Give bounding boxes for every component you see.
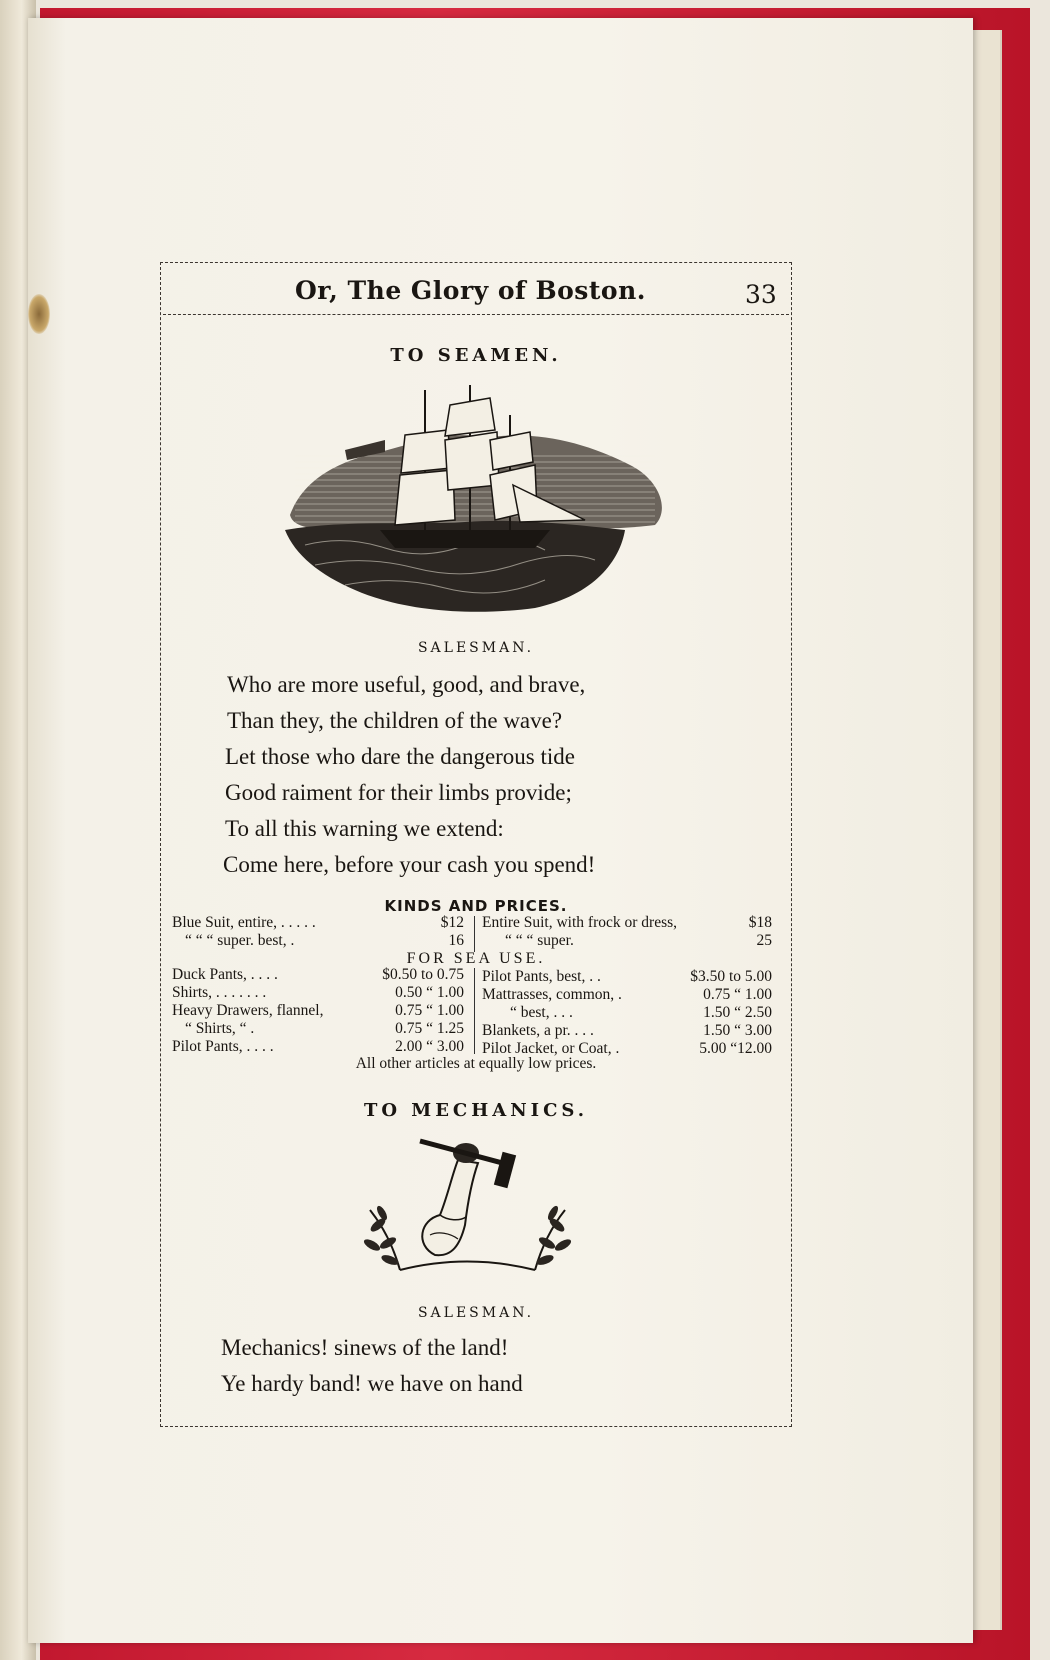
header-rule [163, 314, 789, 315]
sea-item: Shirts, . . . . . . . [172, 984, 267, 1001]
prices-title: KINDS AND PRICES. [384, 897, 568, 915]
suit-item: “ “ “ super. [505, 932, 574, 949]
suit-price: $18 [748, 914, 772, 931]
verse-line: Ye hardy band! we have on hand [221, 1371, 523, 1396]
sea-price: 5.00 “12.00 [699, 1040, 772, 1057]
suit-price: 16 [448, 932, 464, 949]
verse-line: To all this warning we extend: [225, 816, 504, 841]
sea-price: 2.00 “ 3.00 [395, 1038, 464, 1055]
page-number: 33 [745, 280, 777, 309]
sea-item: Pilot Pants, best, . . [482, 968, 601, 985]
sea-price: $0.50 to 0.75 [382, 966, 464, 983]
verse-line: Come here, before your cash you spend! [223, 852, 596, 877]
sea-price: 1.50 “ 3.00 [703, 1022, 772, 1039]
sea-item: Mattrasses, common, . [482, 986, 622, 1003]
prices-footnote: All other articles at equally low prices. [355, 1055, 597, 1072]
sea-price: 0.75 “ 1.00 [395, 1002, 464, 1019]
seamen-heading: TO SEAMEN. [390, 345, 562, 366]
sea-price: 1.50 “ 2.50 [703, 1004, 772, 1021]
verse-line: Good raiment for their limbs provide; [225, 780, 572, 805]
speaker-label: SALESMAN. [417, 1305, 535, 1321]
sea-price: 0.50 “ 1.00 [395, 984, 464, 1001]
suit-item: “ “ “ super. best, . [185, 932, 295, 949]
speaker-label: SALESMAN. [417, 640, 535, 656]
ship-engraving-icon [285, 380, 670, 620]
suit-price: $12 [440, 914, 464, 931]
sea-use-label: FOR SEA USE. [406, 950, 546, 967]
mechanics-heading: TO MECHANICS. [363, 1100, 589, 1121]
suit-price: 25 [756, 932, 772, 949]
column-divider [474, 916, 475, 952]
verse-line: Mechanics! sinews of the land! [221, 1335, 509, 1360]
sea-item: Pilot Jacket, or Coat, . [482, 1040, 620, 1057]
arm-and-hammer-icon [360, 1135, 575, 1285]
sea-price: 0.75 “ 1.00 [703, 986, 772, 1003]
sea-price: $3.50 to 5.00 [690, 968, 772, 985]
verse-line: Let those who dare the dangerous tide [225, 744, 575, 769]
sea-item: Duck Pants, . . . . [172, 966, 278, 983]
verse-line: Than they, the children of the wave? [227, 708, 563, 733]
sea-item: Heavy Drawers, flannel, [172, 1002, 324, 1019]
running-title: Or, The Glory of Boston. [295, 276, 646, 305]
sea-item: “ best, . . . [510, 1004, 573, 1021]
verse-line: Who are more useful, good, and brave, [227, 672, 586, 697]
sea-item: “ Shirts, “ . [185, 1020, 255, 1037]
sea-item: Pilot Pants, . . . . [172, 1038, 274, 1055]
sea-item: Blankets, a pr. . . . [482, 1022, 594, 1039]
sea-price: 0.75 “ 1.25 [395, 1020, 464, 1037]
page-stain [28, 294, 50, 334]
suit-item: Entire Suit, with frock or dress, [482, 914, 678, 931]
column-divider [474, 968, 475, 1054]
suit-item: Blue Suit, entire, . . . . . [172, 914, 316, 931]
